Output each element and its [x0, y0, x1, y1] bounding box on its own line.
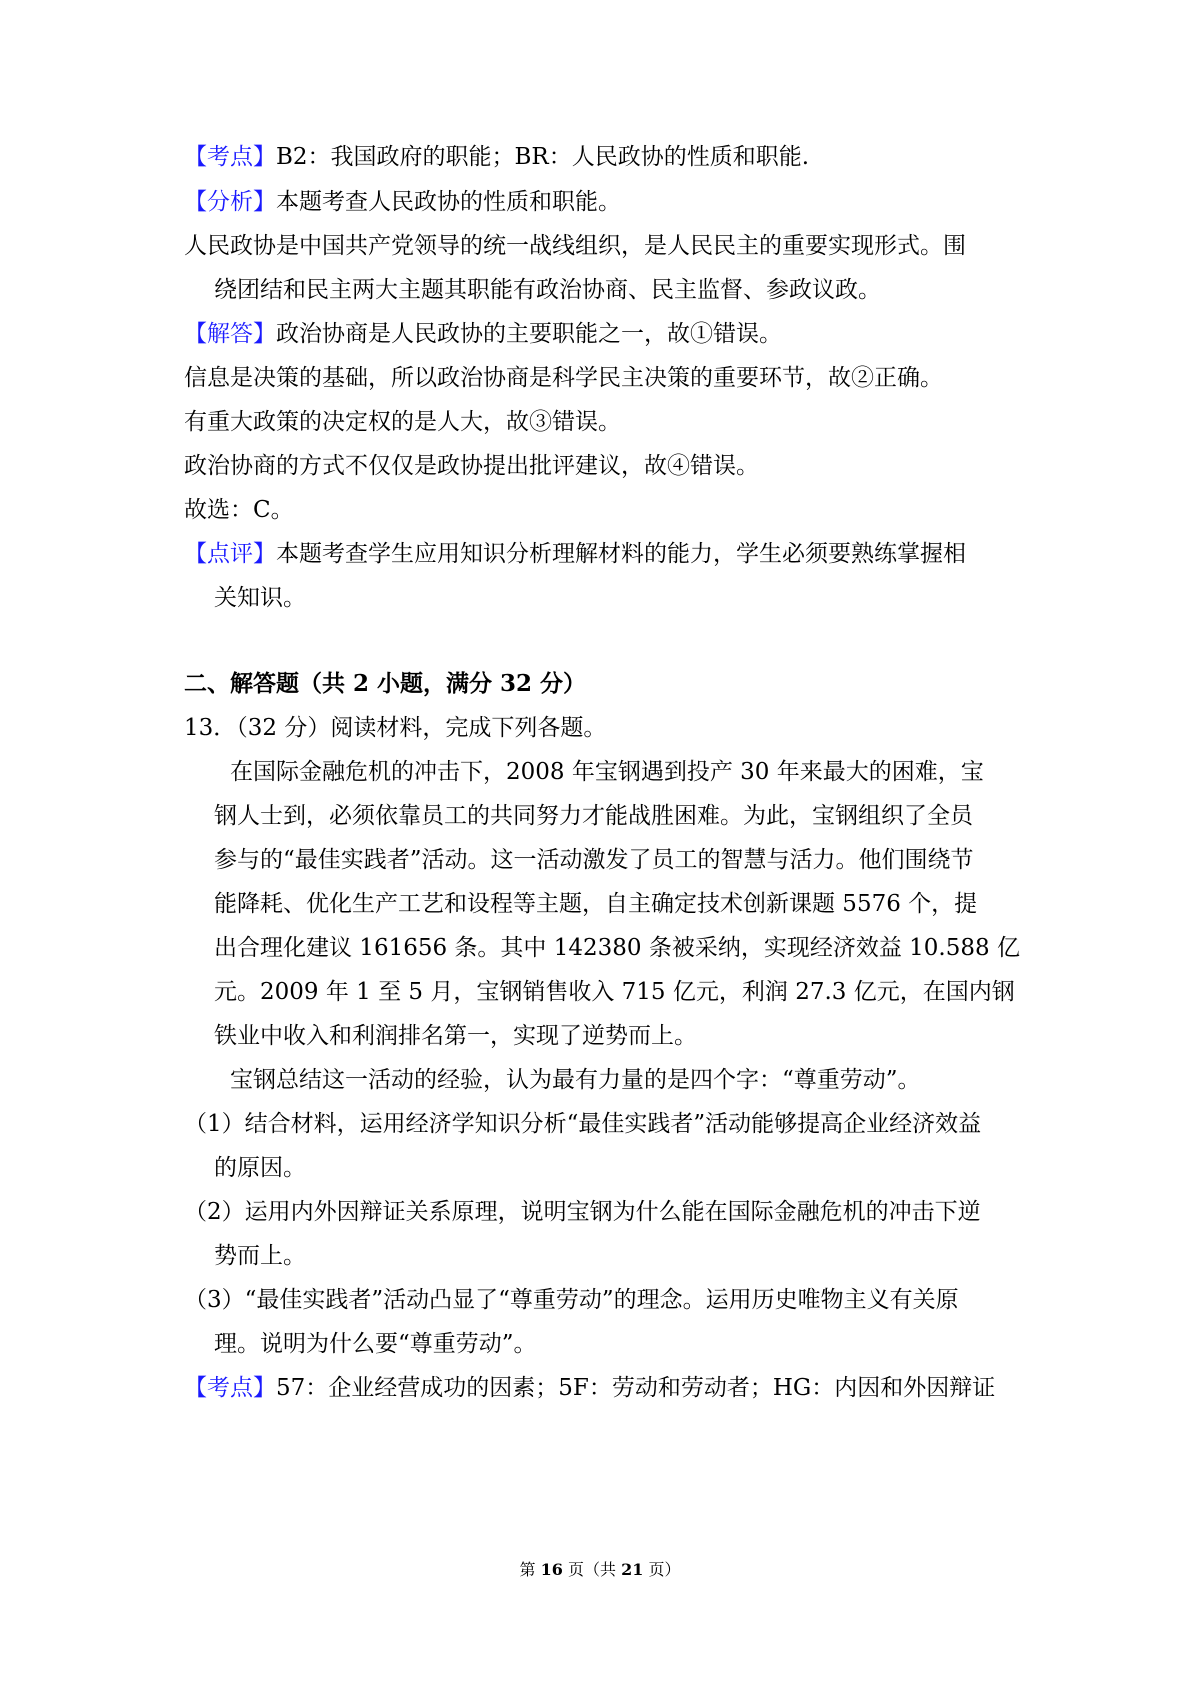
material-line-6: 元。2009 年 1 至 5 月，宝钢销售收入 715 亿元，利润 27.3 亿元，在国内钢 [214, 979, 1015, 1005]
dianping-text: 本题考查学生应用知识分析理解材料的能力，学生必须要熟练掌握相 [276, 541, 966, 567]
kaodian-tag-2: 【考点】 [184, 1375, 276, 1401]
answer-choice: 故选：C。 [184, 497, 294, 523]
jieda-text: 政治协商是人民政协的主要职能之一，故①错误。 [276, 321, 782, 347]
sub-question-1-line-2: 的原因。 [214, 1155, 306, 1181]
fenxi-tag: 【分析】 [184, 189, 276, 215]
kaodian-text: B2：我国政府的职能；BR：人民政协的性质和职能. [276, 144, 810, 170]
kaodian-line-2 [184, 1372, 1024, 1404]
material-line-5: 出合理化建议 161656 条。其中 142380 条被采纳，实现经济效益 10.588 亿 [214, 935, 1020, 961]
dianping-line [184, 538, 1024, 570]
dianping-line-2: 关知识。 [214, 585, 306, 611]
analysis-line-1: 人民政协是中国共产党领导的统一战线组织，是人民民主的重要实现形式。围 [184, 233, 966, 259]
kaodian-line [184, 141, 1024, 173]
answer-line-4: 政治协商的方式不仅仅是政协提出批评建议，故④错误。 [184, 453, 759, 479]
material-line-2: 钢人士到，必须依靠员工的共同努力才能战胜困难。为此，宝钢组织了全员 [214, 803, 973, 829]
material-line-4: 能降耗、优化生产工艺和设程等主题，自主确定技术创新课题 5576 个，提 [214, 891, 978, 917]
sub-question-2-line-2: 势而上。 [214, 1243, 306, 1269]
sub-question-3-line-1: （3）“最佳实践者”活动凸显了“尊重劳动”的理念。运用历史唯物主义有关原 [184, 1287, 959, 1313]
page-footer [0, 1559, 1200, 1581]
footer-total-pages: 21 [621, 1560, 644, 1579]
material-line-3: 参与的“最佳实践者”活动。这一活动激发了员工的智慧与活力。他们围绕节 [214, 847, 974, 873]
footer-prefix: 第 [519, 1560, 541, 1579]
jieda-tag: 【解答】 [184, 321, 276, 347]
kaodian-text-2: 57：企业经营成功的因素；5F：劳动和劳动者；HG：内因和外因辩证 [276, 1375, 996, 1401]
dianping-tag: 【点评】 [184, 541, 276, 567]
kaodian-tag: 【考点】 [184, 144, 276, 170]
section-heading: 二、解答题（共 2 小题，满分 32 分） [184, 670, 587, 697]
answer-line-3: 有重大政策的决定权的是人大，故③错误。 [184, 409, 621, 435]
fenxi-line [184, 186, 1024, 218]
question-13-header: 13．（32 分）阅读材料，完成下列各题。 [184, 715, 607, 741]
material-line-1: 在国际金融危机的冲击下，2008 年宝钢遇到投产 30 年来最大的困难，宝 [230, 759, 984, 785]
sub-question-2-line-1: （2）运用内外因辩证关系原理，说明宝钢为什么能在国际金融危机的冲击下逆 [184, 1199, 981, 1225]
sub-question-1-line-1: （1）结合材料，运用经济学知识分析“最佳实践者”活动能够提高企业经济效益 [184, 1111, 982, 1137]
material-paragraph-2: 宝钢总结这一活动的经验，认为最有力量的是四个字：“尊重劳动”。 [230, 1067, 921, 1093]
answer-line-2: 信息是决策的基础，所以政治协商是科学民主决策的重要环节，故②正确。 [184, 365, 943, 391]
footer-suffix: 页） [643, 1560, 681, 1579]
material-line-7: 铁业中收入和利润排名第一，实现了逆势而上。 [214, 1023, 697, 1049]
fenxi-text: 本题考查人民政协的性质和职能。 [276, 189, 621, 215]
jieda-line [184, 318, 1024, 350]
footer-middle: 页（共 [562, 1560, 622, 1579]
sub-question-3-line-2: 理。说明为什么要“尊重劳动”。 [214, 1331, 537, 1357]
footer-page-number: 16 [540, 1560, 563, 1579]
analysis-line-2: 绕团结和民主两大主题其职能有政治协商、民主监督、参政议政。 [214, 277, 881, 303]
